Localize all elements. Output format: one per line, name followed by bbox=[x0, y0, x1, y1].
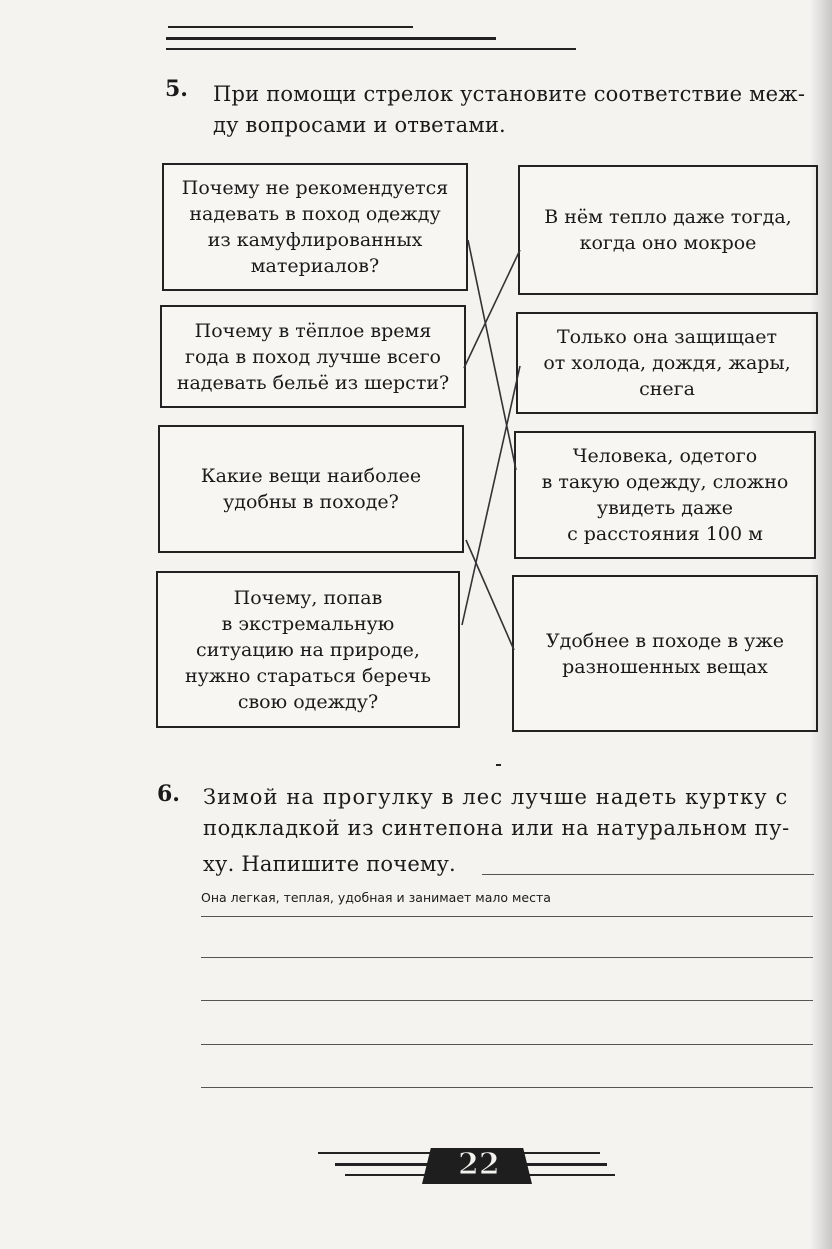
task-6-text-line-3: ху. Напишите почему. bbox=[203, 852, 456, 876]
answer-text-1: В нём тепло даже тогда, когда оно мокрое bbox=[544, 206, 792, 254]
writing-line-2 bbox=[201, 957, 813, 958]
answer-text-2: Только она защищает от холода, дождя, жары, снега bbox=[543, 326, 791, 400]
task-6-text-line-1: Зимой на прогулку в лес лучше надеть куртку с bbox=[203, 785, 789, 809]
match-line-2-1 bbox=[464, 250, 520, 368]
question-text-4: Почему, попав в экстремальную ситуацию на природе, нужно стараться беречь свою одежду? bbox=[185, 586, 431, 713]
writing-line-0 bbox=[482, 874, 814, 875]
page-number: 22 bbox=[458, 1147, 500, 1182]
question-text-1: Почему не рекомендуется надевать в поход одежду из камуфлированных материалов? bbox=[181, 177, 449, 277]
small-dash bbox=[496, 764, 501, 766]
task-5-number: 5. bbox=[165, 76, 188, 102]
writing-line-4 bbox=[201, 1044, 813, 1045]
task-6-answer[interactable]: Она легкая, теплая, удобная и занимает мало места bbox=[201, 890, 551, 905]
question-text-2: Почему в тёплое время года в поход лучше всего надевать бельё из шерсти? bbox=[176, 319, 450, 394]
task-5-text-line-2: ду вопросами и ответами. bbox=[213, 113, 506, 137]
writing-line-1 bbox=[201, 916, 813, 917]
page-edge-shadow bbox=[810, 0, 832, 1249]
task-6-text-line-2: подкладкой из синтепона или на натуральном пу- bbox=[203, 816, 790, 840]
writing-line-5 bbox=[201, 1087, 813, 1088]
match-line-4-2 bbox=[462, 366, 520, 625]
answer-text-3: Человека, одетого в такую одежду, сложно увидеть даже с расстояния 100 м bbox=[541, 445, 789, 545]
task-5-text-line-1: При помощи стрелок установите соответствие меж- bbox=[213, 82, 806, 106]
match-line-3-4 bbox=[466, 540, 514, 650]
question-text-3: Какие вещи наиболее удобны в походе? bbox=[200, 465, 422, 513]
answer-text-4: Удобнее в походе в уже разношенных вещах bbox=[545, 629, 785, 678]
task-6-number: 6. bbox=[157, 781, 180, 807]
writing-line-3 bbox=[201, 1000, 813, 1001]
